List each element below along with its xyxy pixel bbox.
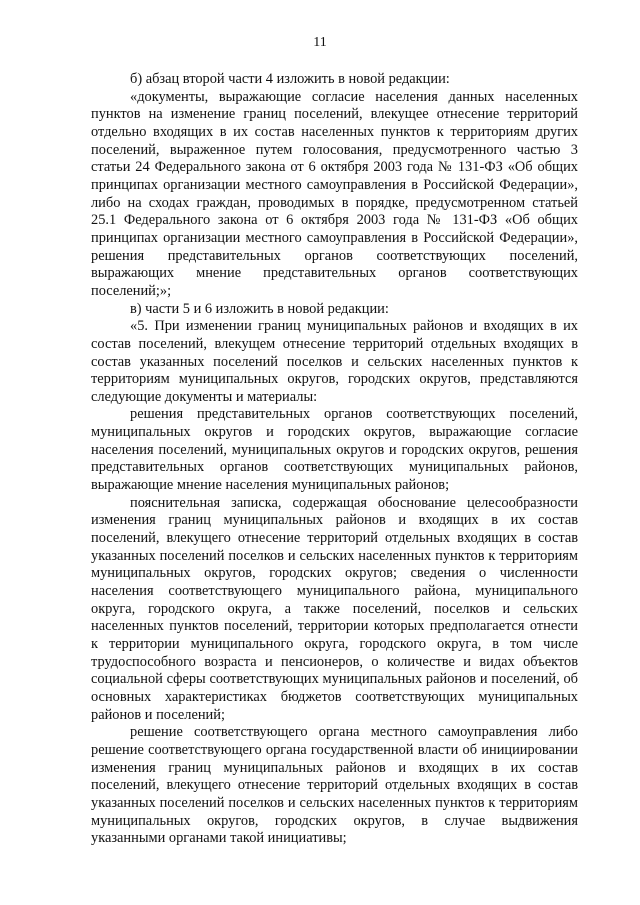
- paragraph-amendment-v: в) части 5 и 6 изложить в новой редакции:: [130, 300, 389, 317]
- paragraph-documents-consent: «документы, выражающие согласие населения данных населенных пунктов на изменение границ поселений, влекущее отнесение территорий отдельно входящих в их состав населенных пунктов к территориям других поселений, выраженное путем голосования, предусмотренного частью 3 статьи 24 Федерального закона от 6 октября 2003 года № 131-ФЗ «Об общих принципах организации местного самоуправления в Российской Федерации», либо на сходах граждан, проводимых в порядке, предусмотренном статьей 25.1 Федерального закона от 6 октября 2003 года № 131-ФЗ «Об общих принципах организации местного самоуправления в Российской Федерации», решения представительных органов соответствующих поселений, выражающих мнение представительных органов соответствующих поселений;»;: [91, 88, 578, 299]
- page-number: 11: [313, 35, 327, 50]
- paragraph-part-5: «5. При изменении границ муниципальных районов и входящих в их состав поселений, влекущем отнесение территорий отдельных входящих в состав указанных поселений поселков и сельских населенных пунктов к территориям муниципальных округов, городских округов, представляются следующие документы и материалы:: [91, 318, 578, 405]
- paragraph-decisions: решения представительных органов соответствующих поселений, муниципальных округов и городских округов, выражающие согласие населения поселений, муниципальных округов и городских округов, решения представительных органов соответствующих муниципальных районов, выражающие мнение населения муниципальных районов;: [91, 406, 578, 494]
- paragraph-explanatory-note: пояснительная записка, содержащая обоснование целесообразности изменения границ муниципальных районов и входящих в их состав поселений, влекущего отнесение территорий отдельных входящих в состав указанных поселений поселков и сельских населенных пунктов к территориям муниципальных округов, городских округов; сведения о численности населения соответствующего муниципального района, муниципального округа, городского округа, а также поселений, поселков и сельских населенных пунктов поселений, территории которых предполагается отнести к территории муниципального округа, городского округа, в том числе трудоспособного возраста и пенсионеров, о количестве и видах объектов социальной сферы соответствующих муниципальных районов и поселений, об основных характеристиках бюджетов соответствующих муниципальных районов и поселений;: [91, 494, 578, 723]
- paragraph-initiative-decision: решение соответствующего органа местного самоуправления либо решение соответствующего органа государственной власти об инициировании изменения границ муниципальных районов и входящих в их состав поселений, влекущего отнесение территорий отдельных входящих в состав указанных поселений поселков и сельских населенных пунктов к территориям муниципальных округов, городских округов, в случае выдвижения указанными органами такой инициативы;: [91, 724, 578, 847]
- paragraph-amendment-b: б) абзац второй части 4 изложить в новой редакции:: [130, 71, 450, 87]
- document-body: [91, 71, 578, 848]
